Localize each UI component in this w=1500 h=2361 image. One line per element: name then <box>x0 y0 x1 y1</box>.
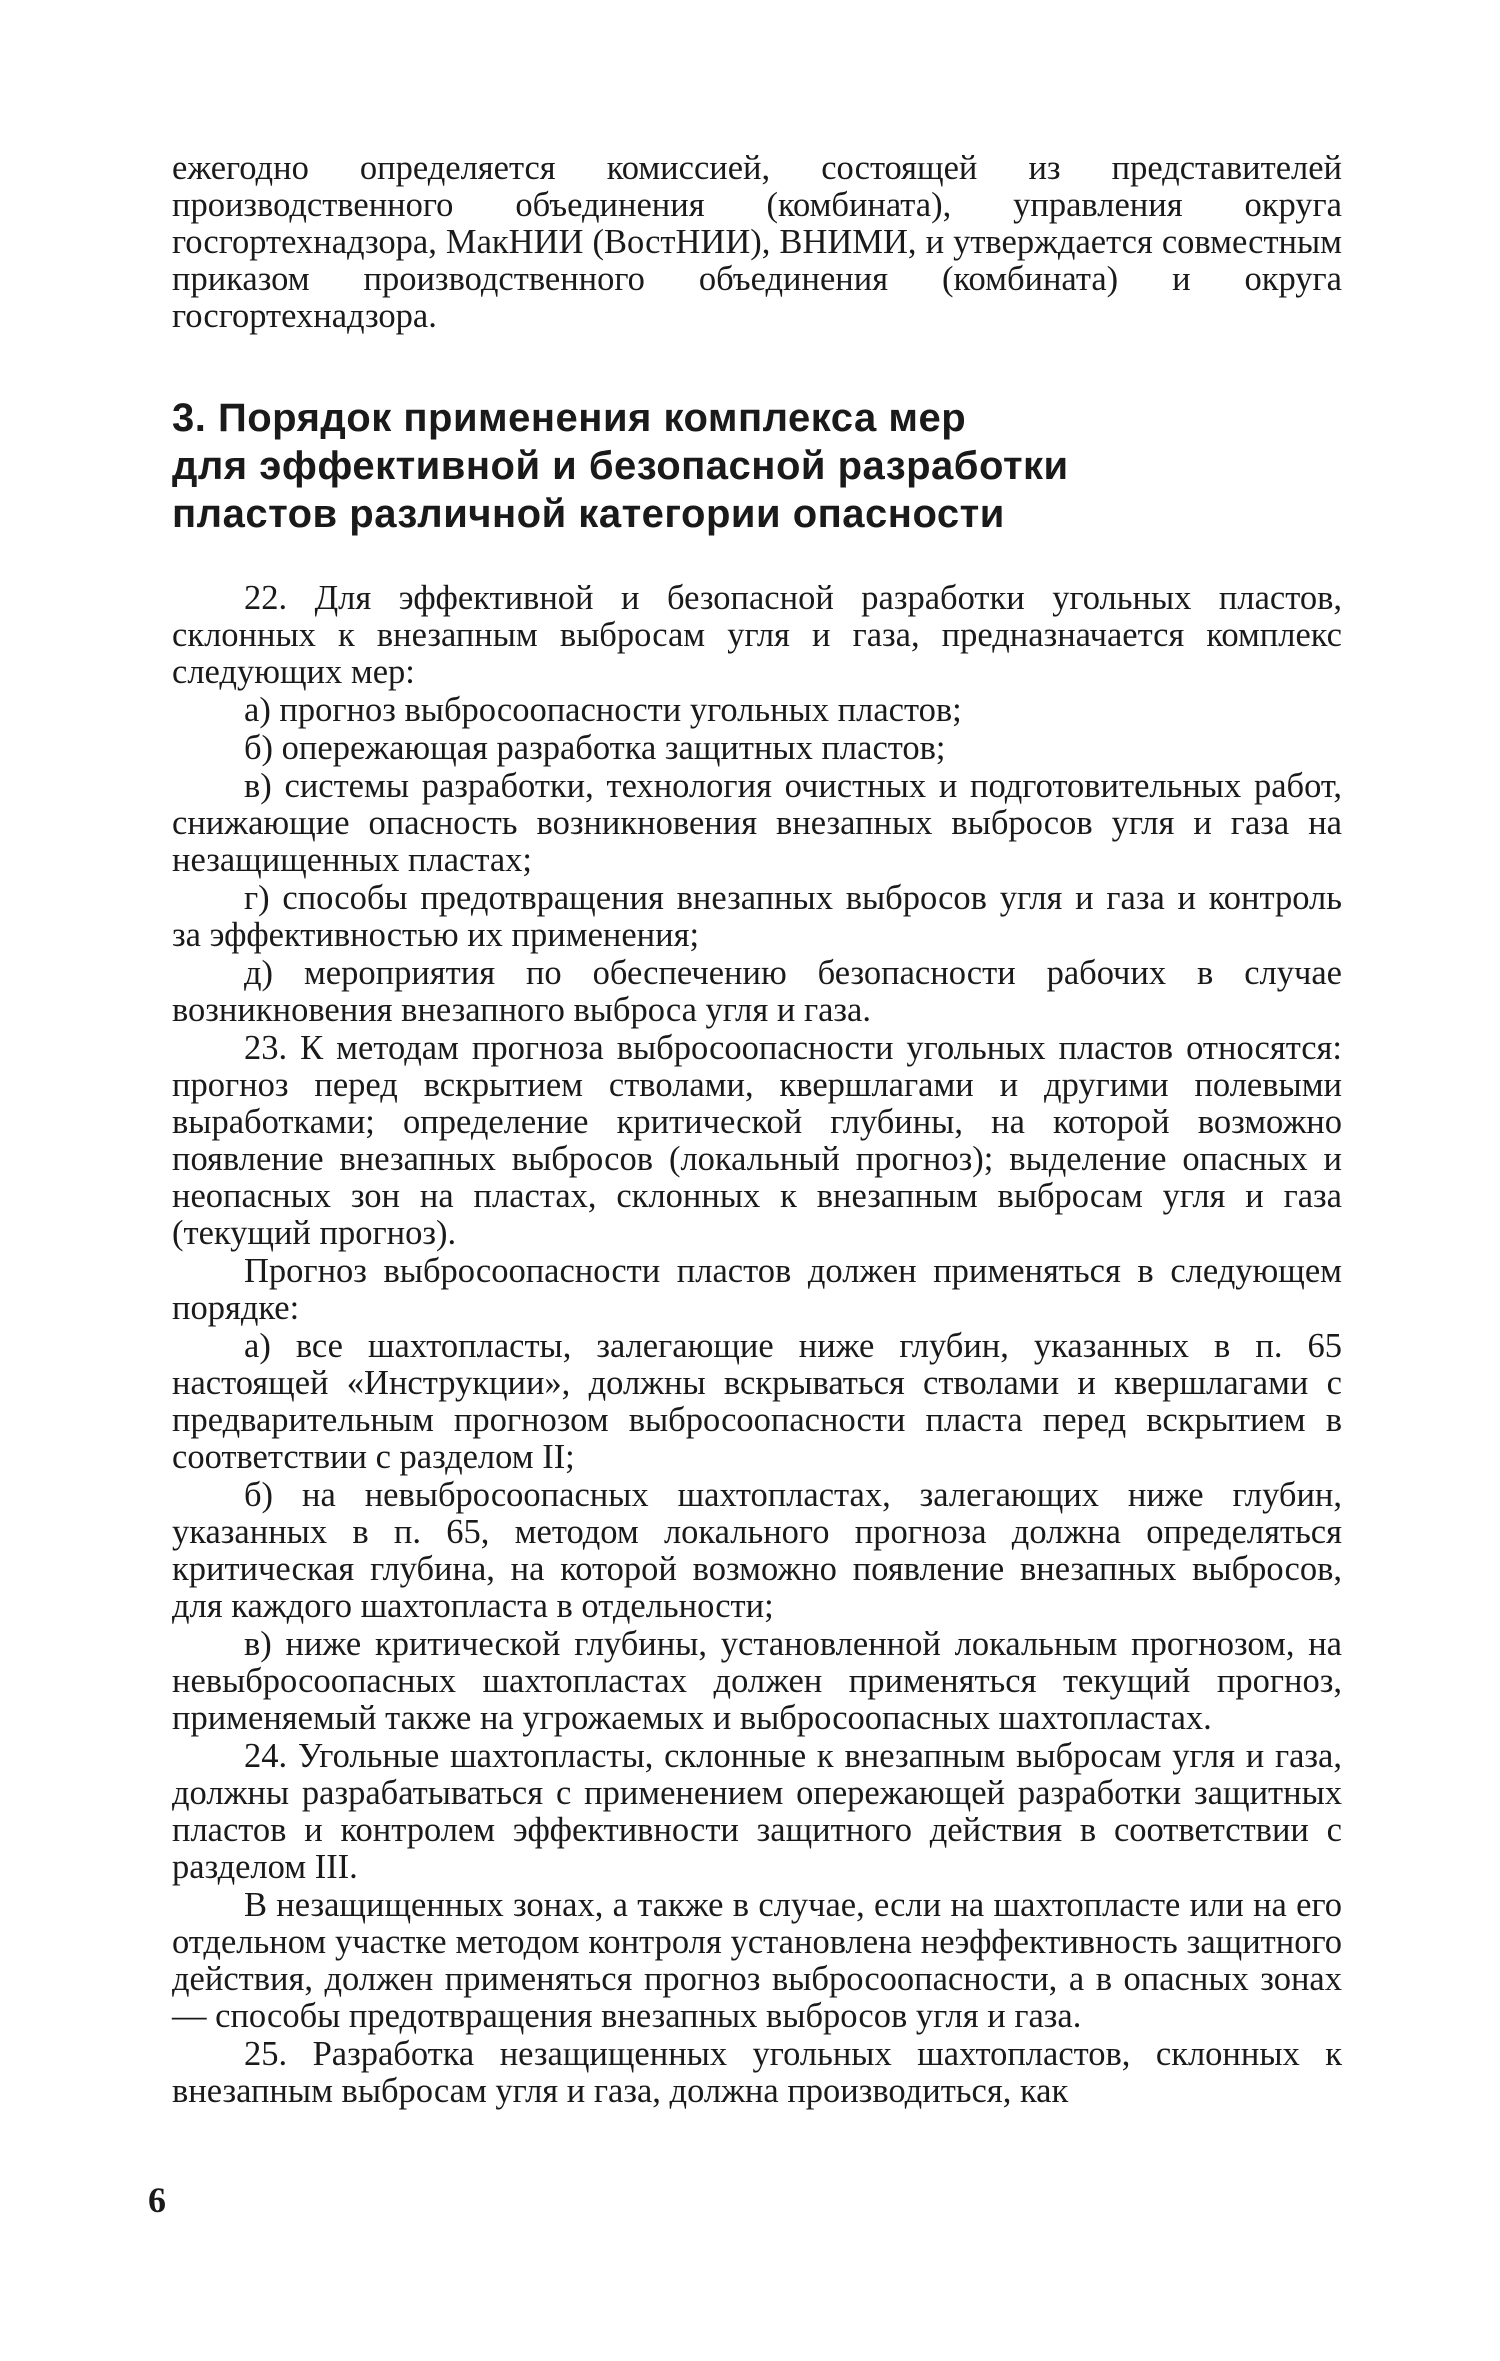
list-item-23a: а) все шахтопласты, залегающие ниже глубин, указанных в п. 65 настоящей «Инструкции», должны вскрываться стволами и квершлагами с предварительным прогнозом выбросоопасности пласта перед вскрытием в соответствии с разделом II; <box>172 1327 1342 1476</box>
document-page <box>172 150 1342 2111</box>
paragraph-unprotected-zones: В незащищенных зонах, а также в случае, если на шахтопласте или на его отдельном участке методом контроля установлена неэффективность защитного действия, должен применяться прогноз выбросоопасности, а в опасных зонах — способы предотвращения внезапных выбросов угля и газа. <box>172 1886 1342 2035</box>
list-item-22v: в) системы разработки, технология очистных и подготовительных работ, снижающие опасность возникновения внезапных выбросов угля и газа на незащищенных пластах; <box>172 767 1342 879</box>
list-item-22a: а) прогноз выбросоопасности угольных пластов; <box>244 691 962 729</box>
list-item-22b: б) опережающая разработка защитных пластов; <box>244 729 946 767</box>
section-heading-line-2: для эффективной и безопасной разработки <box>172 444 1069 488</box>
list-item-22g: г) способы предотвращения внезапных выбросов угля и газа и контроль за эффективностью их применения; <box>172 879 1342 954</box>
paragraph-25: 25. Разработка незащищенных угольных шахтопластов, склонных к внезапным выбросам угля и газа, должна производиться, как <box>172 2035 1342 2110</box>
list-item-23v: в) ниже критической глубины, установленной локальным прогнозом, на невыбросоопасных шахтопластах должен применяться текущий прогноз, применяемый также на угрожаемых и выбросоопасных шахтопластах. <box>172 1625 1342 1737</box>
paragraph-forecast-order: Прогноз выбросоопасности пластов должен применяться в следующем порядке: <box>172 1252 1342 1327</box>
list-item-23b: б) на невыбросоопасных шахтопластах, залегающих ниже глубин, указанных в п. 65, методом локального прогноза должна определяться критическая глубина, на которой возможно появление внезапных выбросов, для каждого шахтопласта в отдельности; <box>172 1476 1342 1625</box>
section-heading-line-1: 3. Порядок применения комплекса мер <box>172 396 967 440</box>
list-item-22d: д) мероприятия по обеспечению безопасности рабочих в случае возникновения внезапного выброса угля и газа. <box>172 954 1342 1029</box>
paragraph-23: 23. К методам прогноза выбросоопасности угольных пластов относятся: прогноз перед вскрытием стволами, квершлагами и другими полевыми выработками; определение критической глубины, на которой возможно появление внезапных выбросов (локальный прогноз); выделение опасных и неопасных зон на пластах, склонных к внезапным выбросам угля и газа (текущий прогноз). <box>172 1029 1342 1252</box>
section-heading <box>172 394 1342 538</box>
page-number: 6 <box>148 2180 166 2220</box>
paragraph-24: 24. Угольные шахтопласты, склонные к внезапным выбросам угля и газа, должны разрабатываться с применением опережающей разработки защитных пластов и контролем эффективности защитного действия в соответствии с разделом III. <box>172 1737 1342 1886</box>
paragraph-22: 22. Для эффективной и безопасной разработки угольных пластов, склонных к внезапным выбросам угля и газа, предназначается комплекс следующих мер: <box>172 579 1342 691</box>
section-heading-line-3: пластов различной категории опасности <box>172 492 1005 536</box>
intro-paragraph: ежегодно определяется комиссией, состоящей из представителей производственного объединения (комбината), управления округа госгортехнадзора, МакНИИ (ВостНИИ), ВНИМИ, и утверждается совместным приказом производственного объединения (комбината) и округа госгортехнадзора. <box>172 149 1342 335</box>
